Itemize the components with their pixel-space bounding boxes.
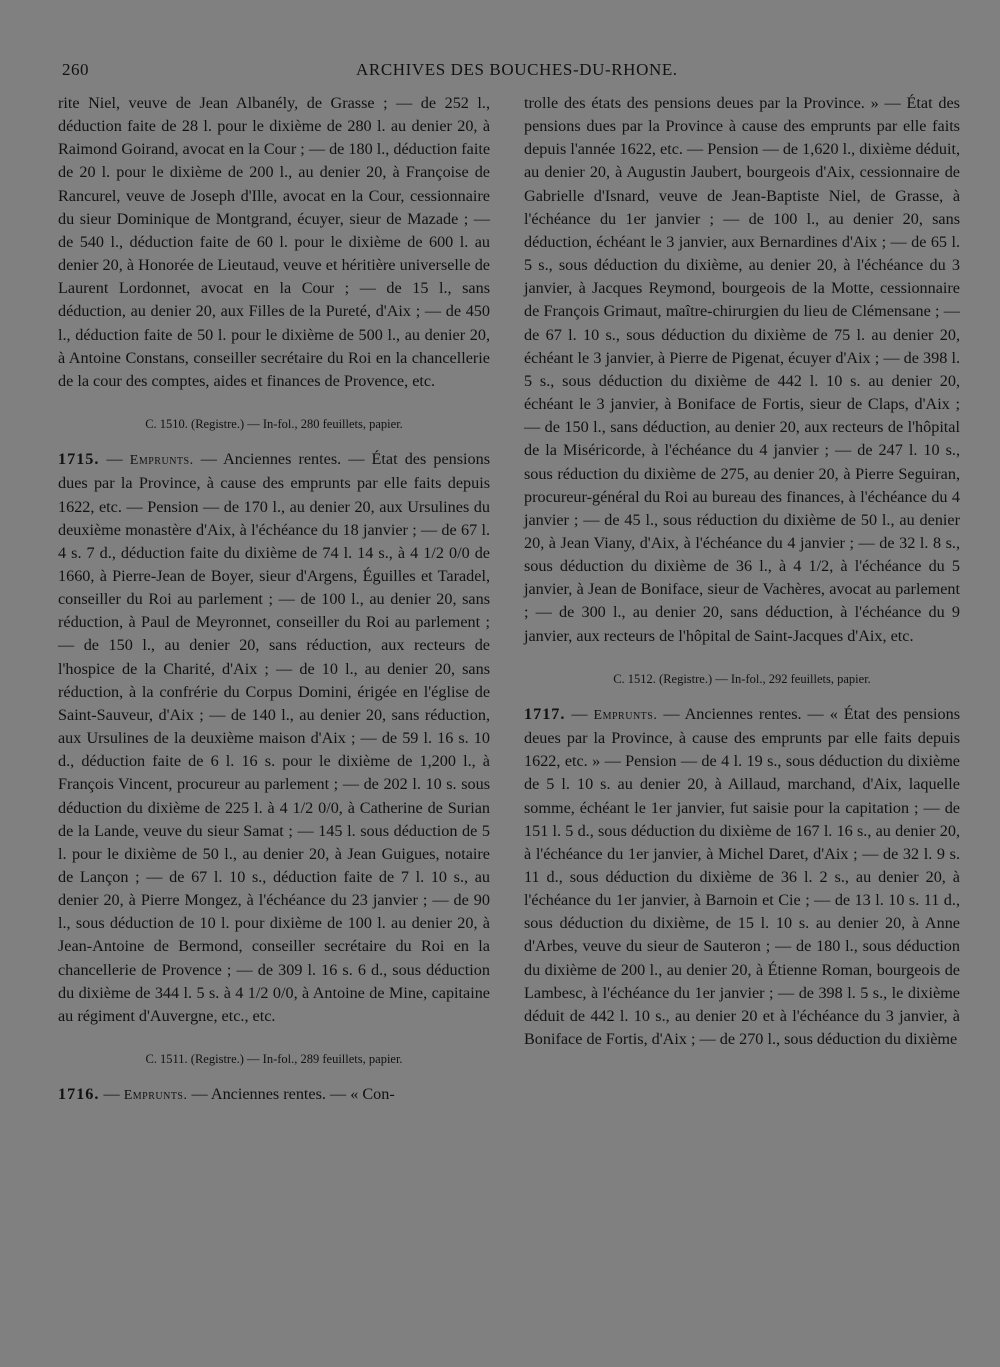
entry-1716: 1716. — Emprunts. — Anciennes rentes. — « Con- — [58, 1085, 395, 1104]
page-number: 260 — [62, 60, 89, 79]
source-citation-1511: C. 1511. (Registre.) — In-fol., 289 feuillets, papier. — [145, 1052, 403, 1067]
entry-1717: 1717. — Emprunts. — Anciennes rentes. — « État des pensions deues par la Province, à cause des emprunts par elle faits depuis 1622, etc. » — Pension — de 4 l. 19 s., sous déduction du dixième de 5 l. 10 s. au denier 20, à Aillaud, marchand, d'Aix, laquelle somme, échéant le 1er janvier, fut saisie pour la capitation ; — de 151 l. 5 d., sous déduction du dixième de 167 l. 16 s., au denier 20, à l'échéance du 1er janvier, à Michel Daret, d'Aix ; — de 32 l. 9 s. 11 d., sous déduction du dixième de 36 l. 2 s., au denier 20, à l'échéance du 1er janvier, à Barnoin et Cie ; — de 13 l. 10 s. 11 d., sous déduction du dixième, de 15 l. 10 s. au denier 20, à Anne d'Arbes, veuve du sieur de Sauteron ; — de 180 l., sous déduction du dixième de 200 l., au denier 20, à Étienne Roman, bourgeois de Lambesc, à l'échéance du 1er janvier ; — de 398 l. 5 s., le dixième déduit de 442 l. 10 s., au denier 20 et à l'échéance du 3 janvier, à Boniface de Fortis, d'Aix ; — de 270 l., sous déduction du dixième — [524, 704, 960, 1049]
entry-text: — Anciennes rentes. — « Con- — [191, 1085, 395, 1104]
entry-heading: Emprunts. — [593, 707, 658, 723]
source-citation-1510: C. 1510. (Registre.) — In-fol., 280 feuillets, papier. — [145, 417, 403, 432]
entry-heading: Emprunts. — [123, 1088, 188, 1104]
entry-number: 1717. — [524, 704, 566, 723]
right-column — [524, 92, 960, 1051]
entry-1715: 1715. — Emprunts. — Anciennes rentes. — État des pensions dues par la Province, à cause des emprunts par elle faits depuis 1622, etc. — Pension — de 170 l., au denier 20, aux Ursulines du deuxième monastère d'Aix, à l'échéance du 18 janvier ; — de 67 l. 4 s. 7 d., déduction faite du dixième de 74 l. 14 s., à 4 1/2 0/0 de 1660, à Pierre-Jean de Boyer, sieur d'Argens, Éguilles et Taradel, conseiller du Roi au parlement ; — de 100 l., au denier 20, sans réduction, à Paul de Meyronnet, conseiller du Roi au parlement ; — de 150 l., au denier 20, sans réduction, aux recteurs de l'hospice de la Charité, d'Aix ; — de 10 l., au denier 20, sans réduction, à la confrérie du Corpus Domini, érigée en l'église de Saint-Sauveur, d'Aix ; — de 140 l., au denier 20, sans réduction, aux Ursulines de la deuxième maison d'Aix ; — de 59 l. 16 s. 10 d., déduction faite de 6 l. 16 s. pour le dixième de 1,200 l., à François Vincent, procureur au parlement ; — de 202 l. 10 s. sous déduction du dixième de 225 l. à 4 1/2 0/0, à Catherine de Surian de la Lande, veuve du sieur Samat ; — 145 l. sous déduction de 5 l. pour le dixième de 50 l., au denier 20, à Jean Guigues, notaire de Lançon ; — de 67 l. 10 s., déduction faite de 7 l. 10 s., au denier 20, à Pierre Mongez, à l'échéance du 23 janvier ; — de 90 l., sous déduction de 10 l. pour dixième de 100 l. au denier 20, à Jean-Antoine de Bermond, conseiller secrétaire du Roi en la chancellerie de Provence ; — de 309 l. 16 s. 6 d., sous déduction du dixième de 344 l. 5 s. à 4 1/2 0/0, à Antoine de Mine, capitaine au régiment d'Auvergne, etc., etc. — [58, 450, 491, 1025]
entry-heading: Emprunts. — [129, 453, 194, 469]
entry-text: — Anciennes rentes. — « État des pensions deues par la Province, à cause des emprunts par elle faits depuis 1622, etc. » — Pension — de 4 l. 19 s., sous déduction du dixième de 5 l. 10 s. au denier 20, à Aillaud, marchand, d'Aix, laquelle somme, échéant le 1er janvier, fut saisie pour la capitation ; — de 151 l. 5 d., sous déduction du dixième de 167 l. 16 s., au denier 20, à l'échéance du 1er janvier, à Michel Daret, d'Aix ; — de 32 l. 9 s. 11 d., sous déduction du dixième de 36 l. 2 s., au denier 20, à l'échéance du 1er janvier, à Barnoin et Cie ; — de 13 l. 10 s. 11 d., sous déduction du dixième, de 15 l. 10 s. au denier 20, à Anne d'Arbes, veuve du sieur de Sauteron ; — de 180 l., sous déduction du dixième de 200 l., au denier 20, à Étienne Roman, bourgeois de Lambesc, à l'échéance du 1er janvier ; — de 398 l. 5 s., le dixième déduit de 442 l. 10 s., au denier 20 et à l'échéance du 3 janvier, à Boniface de Fortis, d'Aix ; — de 270 l., sous déduction du dixième — [524, 704, 960, 1049]
entry-number: 1716. — [58, 1085, 100, 1104]
entry-text: — Anciennes rentes. — État des pensions dues par la Province, à cause des emprunts par elle faits depuis 1622, etc. — Pension — de 170 l., au denier 20, aux Ursulines du deuxième monastère d'Aix, à l'échéance du 18 janvier ; — de 67 l. 4 s. 7 d., déduction faite du dixième de 74 l. 14 s., à 4 1/2 0/0 de 1660, à Pierre-Jean de Boyer, sieur d'Argens, Éguilles et Taradel, conseiller du Roi au parlement ; — de 100 l., au denier 20, sans réduction, à Paul de Meyronnet, conseiller du Roi au parlement ; — de 150 l., au denier 20, sans réduction, aux recteurs de l'hospice de la Charité, d'Aix ; — de 10 l., au denier 20, sans réduction, à la confrérie du Corpus Domini, érigée en l'église de Saint-Sauveur, d'Aix ; — de 140 l., au denier 20, sans réduction, aux Ursulines de la deuxième maison d'Aix ; — de 59 l. 16 s. 10 d., déduction faite de 6 l. 16 s. pour le dixième de 1,200 l., à François Vincent, procureur au parlement ; — de 202 l. 10 s. sous déduction du dixième de 225 l. à 4 1/2 0/0, à Catherine de Surian de la Lande, veuve du sieur Samat ; — 145 l. sous déduction de 5 l. pour le dixième de 50 l., au denier 20, à Jean Guigues, notaire de Lançon ; — de 67 l. 10 s., déduction faite de 7 l. 10 s., au denier 20, à Pierre Mongez, à l'échéance du 23 janvier ; — de 90 l., sous déduction de 10 l. pour dixième de 100 l. au denier 20, à Jean-Antoine de Bermond, conseiller secrétaire du Roi en la chancellerie de Provence ; — de 309 l. 16 s. 6 d., sous déduction du dixième de 344 l. 5 s. à 4 1/2 0/0, à Antoine de Mine, capitaine au régiment d'Auvergne, etc., etc. — [58, 450, 491, 1025]
continued-paragraph: rite Niel, veuve de Jean Albanély, de Grasse ; — de 252 l., déduction faite de 28 l. pour le dixième de 280 l. au denier 20, à Raimond Goirand, avocat en la Cour ; — de 180 l., déduction faite de 20 l. pour le dixième de 200 l., au denier 20, à Françoise de Rancurel, veuve de Joseph d'Ille, avocat en la Cour, cessionnaire du sieur Dominique de Montgrand, écuyer, sieur de Mazade ; — de 540 l., déduction faite de 60 l. pour le dixième de 600 l. au denier 20, à Honorée de Lieutaud, veuve et héritière universelle de Laurent Lordonnet, avocat en la Cour ; — de 15 l., sans déduction, au denier 20, aux Filles de la Pureté, d'Aix ; — de 450 l., déduction faite de 50 l. pour le dixième de 500 l., au denier 20, à Antoine Constans, conseiller secrétaire du Roi en la chancellerie de la cour des comptes, aides et finances de Provence, etc. — [58, 94, 491, 390]
source-citation-1512: C. 1512. (Registre.) — In-fol., 292 feuillets, papier. — [613, 671, 871, 686]
running-title: ARCHIVES DES BOUCHES-DU-RHONE. — [356, 60, 678, 79]
continued-paragraph: trolle des états des pensions deues par la Province. » — État des pensions dues par la Province à cause des emprunts par elle faits depuis l'année 1622, etc. — Pension — de 1,620 l., dixième déduit, au denier 20, à Augustin Jaubert, bourgeois d'Aix, cessionnaire de Gabrielle d'Isnard, veuve de Jean-Baptiste Niel, de Grasse, à l'échéance du 1er janvier ; — de 100 l., au denier 20, sans déduction, échéant le 3 janvier, aux Bernardines d'Aix ; — de 65 l. 5 s., sous déduction du dixième, au denier 20, à l'échéance du 3 janvier, à Jacques Reymond, bourgeois de la Motte, cessionnaire de François Grimaut, maître-chirurgien du lieu de Clémensane ; — de 67 l. 10 s., sous déduction du dixième de 75 l. au denier 20, échéant le 3 janvier, à Pierre de Pigenat, écuyer d'Aix ; — de 398 l. 5 s., sous déduction du dixième de 442 l. 10 s. au denier 20, échéant le 3 janvier, à Boniface de Fortis, sieur de Claps, d'Aix ; — de 150 l., sans déduction, au denier 20, aux recteurs de l'hôpital de la Miséricorde, à l'échéance du 4 janvier ; — de 247 l. 10 s., sous réduction du dixième de 275, au denier 20, à Pierre Seguiran, procureur-général du Roi au bureau des finances, à l'échéance du 4 janvier ; — de 45 l., sous réduction du dixième de 50 l., au denier 20, à Jean Viany, d'Aix, à l'échéance du 4 janvier ; — de 32 l. 8 s., sous déduction du dixième de 36 l., à 4 1/2, à l'échéance du 5 janvier, à Jean de Boniface, sieur de Vachères, avocat au parlement ; — de 300 l., au denier 20, sans déduction, à l'échéance du 9 janvier, aux recteurs de l'hôpital de Saint-Jacques d'Aix, etc. — [524, 94, 960, 645]
entry-number: 1715. — [58, 450, 100, 469]
left-column — [58, 92, 490, 1107]
